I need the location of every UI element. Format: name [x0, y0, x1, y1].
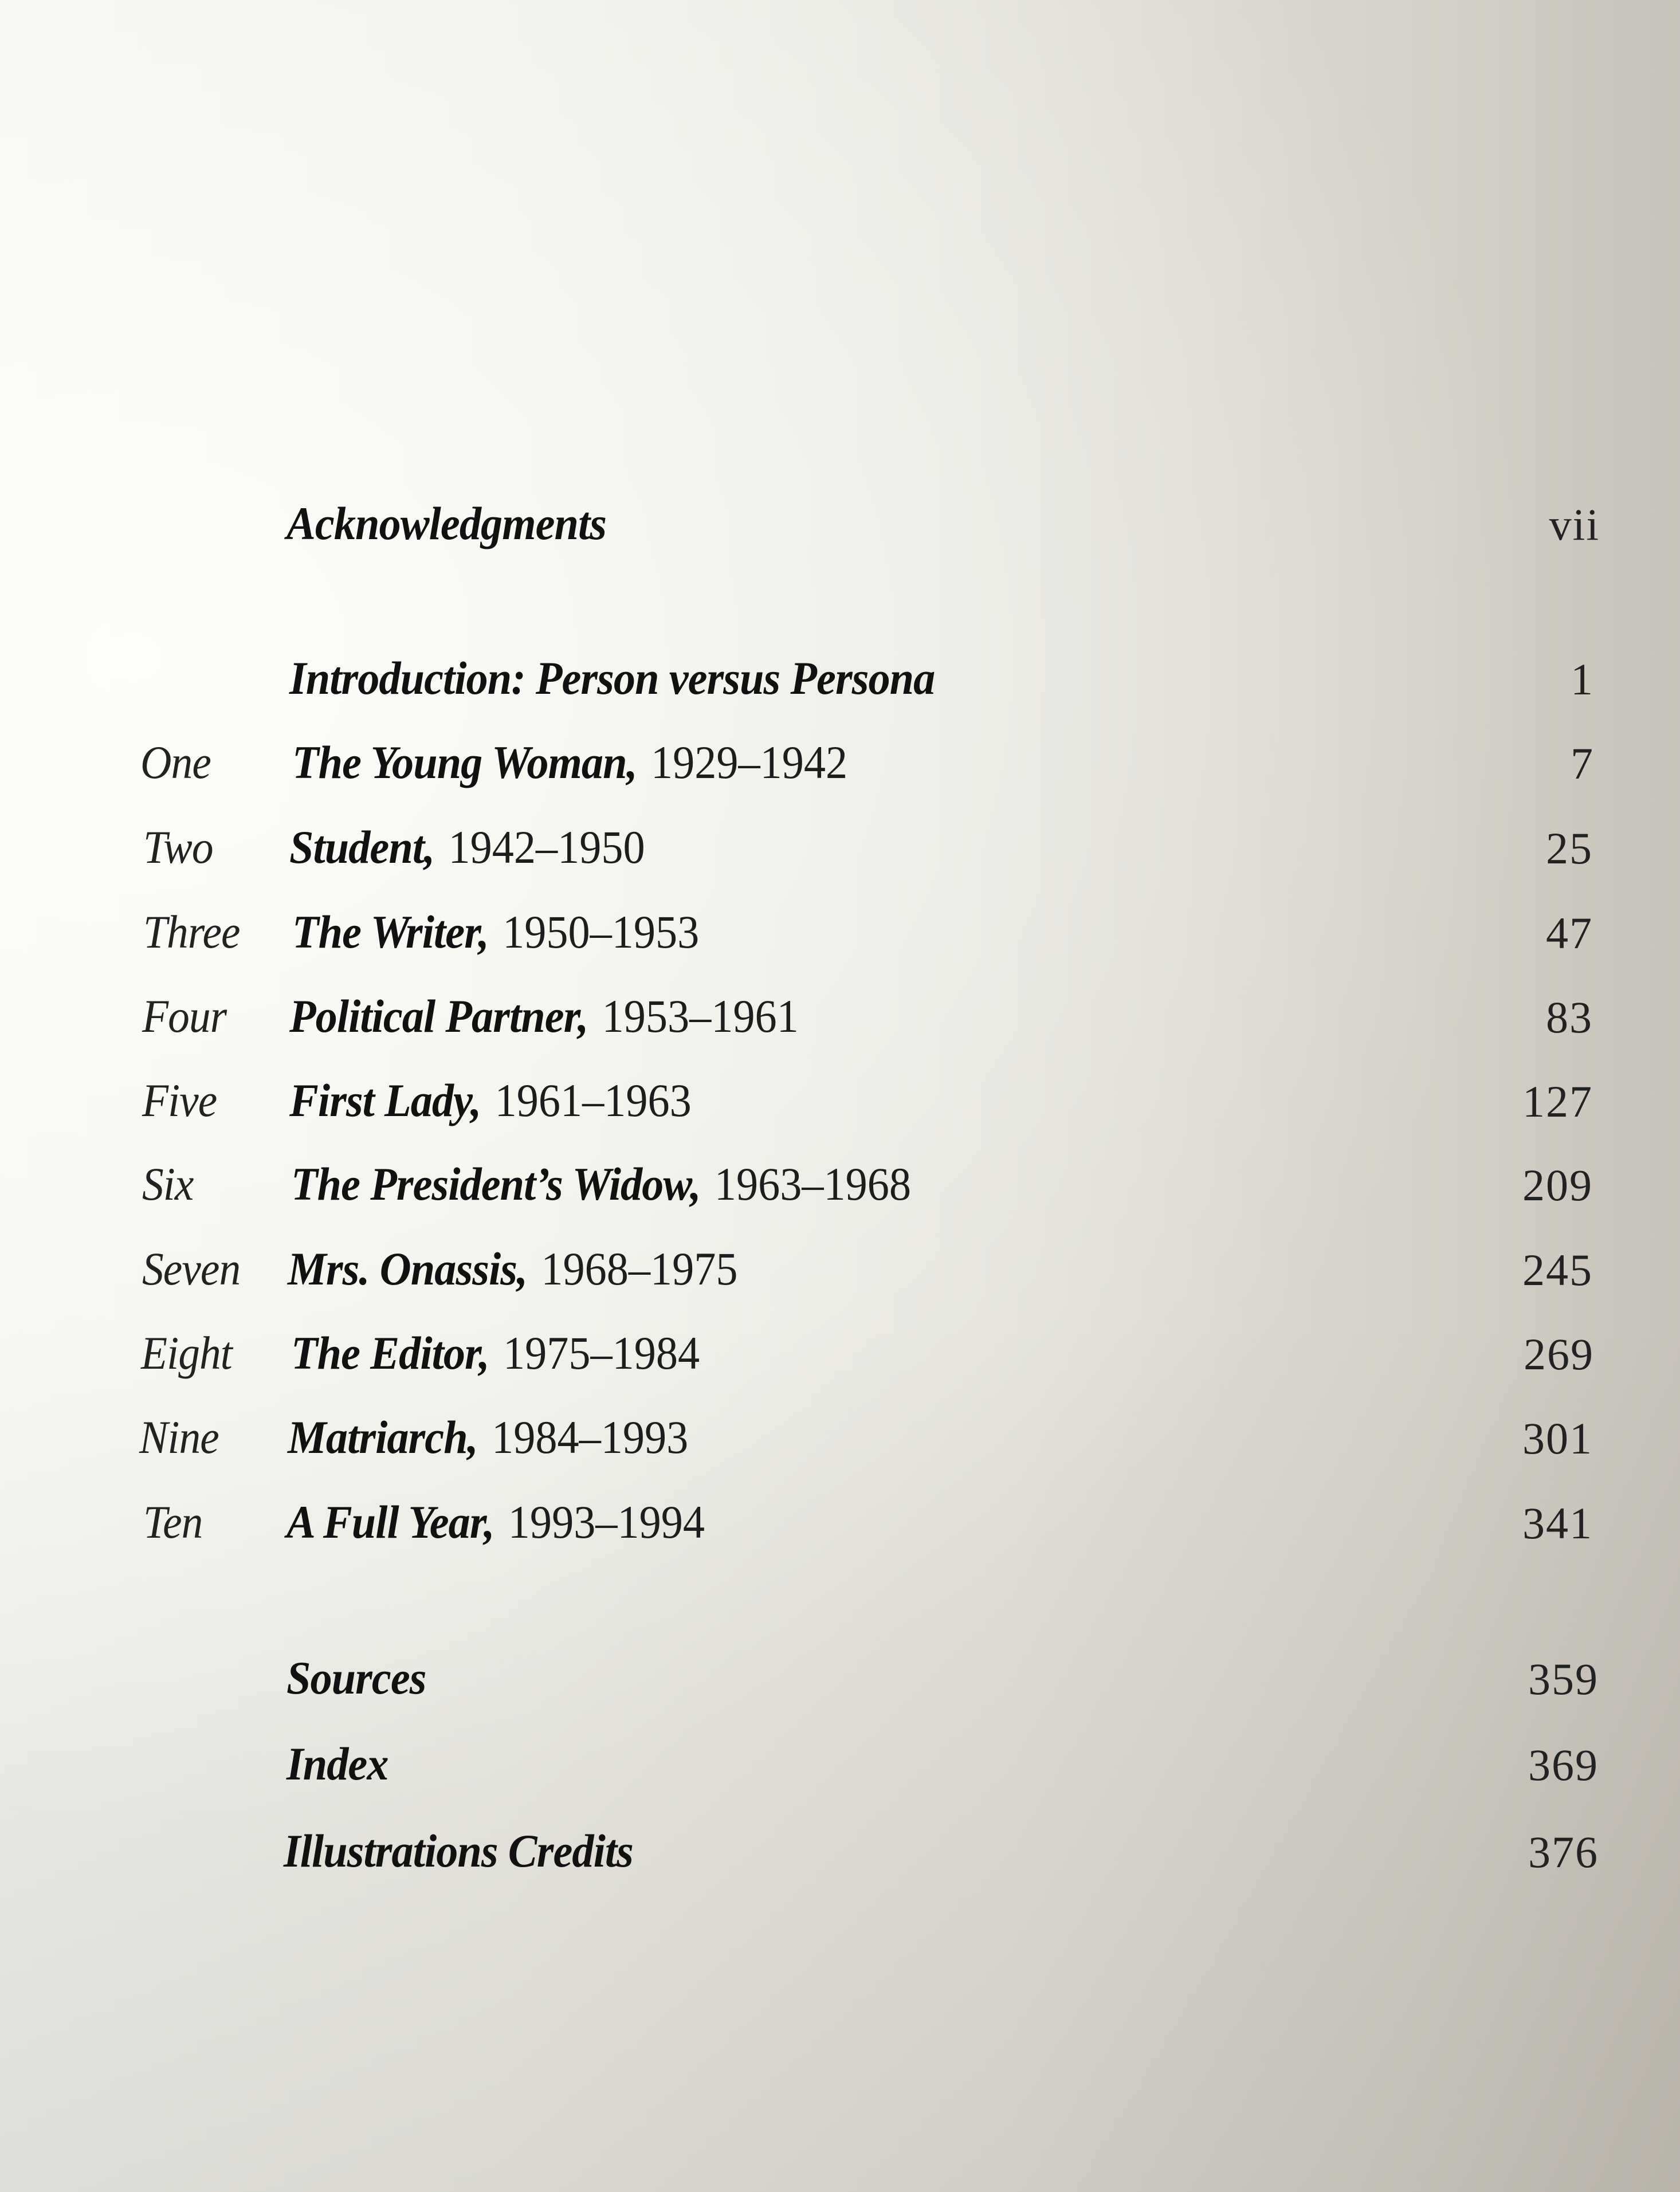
toc-entry-illustrations-credits: [0, 1812, 1680, 1875]
chapter-number: Six: [142, 1158, 194, 1210]
toc-entry-introduction: [0, 639, 1680, 702]
toc-entry-chapter-six: [0, 1145, 1680, 1208]
page-number: 7: [1571, 738, 1594, 788]
toc-entry-sources: [0, 1639, 1680, 1702]
page-number: 245: [1522, 1245, 1593, 1295]
toc-entry-chapter-four: [0, 977, 1680, 1040]
toc-entry-chapter-seven: [0, 1229, 1680, 1293]
page-number: 127: [1522, 1077, 1593, 1126]
date-range: 1993–1994: [508, 1496, 705, 1548]
date-range: 1963–1968: [714, 1158, 912, 1210]
page-number: 269: [1524, 1329, 1594, 1379]
date-range: 1950–1953: [503, 906, 700, 958]
page-number: 1: [1571, 654, 1594, 704]
date-range: 1984–1993: [492, 1411, 689, 1463]
entry-title: Index: [286, 1738, 388, 1790]
entry-title: A Full Year, 1993–1994: [286, 1496, 705, 1548]
entry-title: Acknowledgments: [286, 497, 607, 549]
page-number: 209: [1522, 1160, 1593, 1210]
entry-title: Sources: [286, 1652, 426, 1704]
page-number: 376: [1528, 1827, 1599, 1877]
chapter-number: Two: [143, 821, 213, 873]
entry-title: Matriarch, 1984–1993: [288, 1411, 689, 1463]
page-number: 369: [1528, 1740, 1599, 1790]
chapter-number: Ten: [143, 1496, 203, 1548]
entry-title: Mrs. Onassis, 1968–1975: [288, 1243, 738, 1295]
date-range: 1953–1961: [602, 990, 799, 1042]
page-number: 301: [1522, 1413, 1593, 1463]
toc-entry-index: [0, 1724, 1680, 1788]
toc-entry-chapter-nine: [0, 1398, 1680, 1461]
page-number: vii: [1549, 500, 1600, 549]
toc-entry-chapter-ten: [0, 1483, 1680, 1546]
date-range: 1968–1975: [541, 1243, 738, 1295]
page-number: 25: [1546, 823, 1593, 873]
chapter-number: Eight: [141, 1327, 232, 1379]
toc-entry-acknowledgments: [0, 484, 1680, 547]
entry-title: The Editor, 1975–1984: [291, 1327, 700, 1379]
page-number: 83: [1546, 992, 1593, 1042]
date-range: 1942–1950: [448, 821, 645, 873]
page-number: 341: [1522, 1498, 1593, 1548]
toc-entry-chapter-five: [0, 1061, 1680, 1124]
chapter-number: Five: [142, 1074, 217, 1126]
entry-title: The President’s Widow, 1963–1968: [291, 1158, 912, 1210]
entry-title: Student, 1942–1950: [289, 821, 645, 873]
page-number: 47: [1546, 908, 1593, 958]
page-number: 359: [1528, 1654, 1599, 1704]
entry-title: The Young Woman, 1929–1942: [292, 736, 848, 788]
chapter-number: Seven: [142, 1243, 241, 1295]
date-range: 1929–1942: [651, 736, 848, 788]
toc-entry-chapter-two: [0, 808, 1680, 871]
chapter-number: Four: [142, 990, 227, 1042]
date-range: 1961–1963: [494, 1074, 692, 1126]
toc-entry-chapter-three: [0, 893, 1680, 956]
entry-title: Illustrations Credits: [284, 1825, 633, 1877]
entry-title: The Writer, 1950–1953: [292, 906, 700, 958]
entry-title: First Lady, 1961–1963: [289, 1074, 692, 1126]
entry-title: Political Partner, 1953–1961: [289, 990, 799, 1042]
chapter-number: One: [140, 736, 211, 788]
toc-entry-chapter-eight: [0, 1314, 1680, 1377]
chapter-number: Three: [143, 906, 240, 958]
date-range: 1975–1984: [503, 1327, 700, 1379]
chapter-number: Nine: [139, 1411, 219, 1463]
toc-entry-chapter-one: [0, 723, 1680, 786]
entry-title: Introduction: Person versus Persona: [289, 652, 935, 704]
